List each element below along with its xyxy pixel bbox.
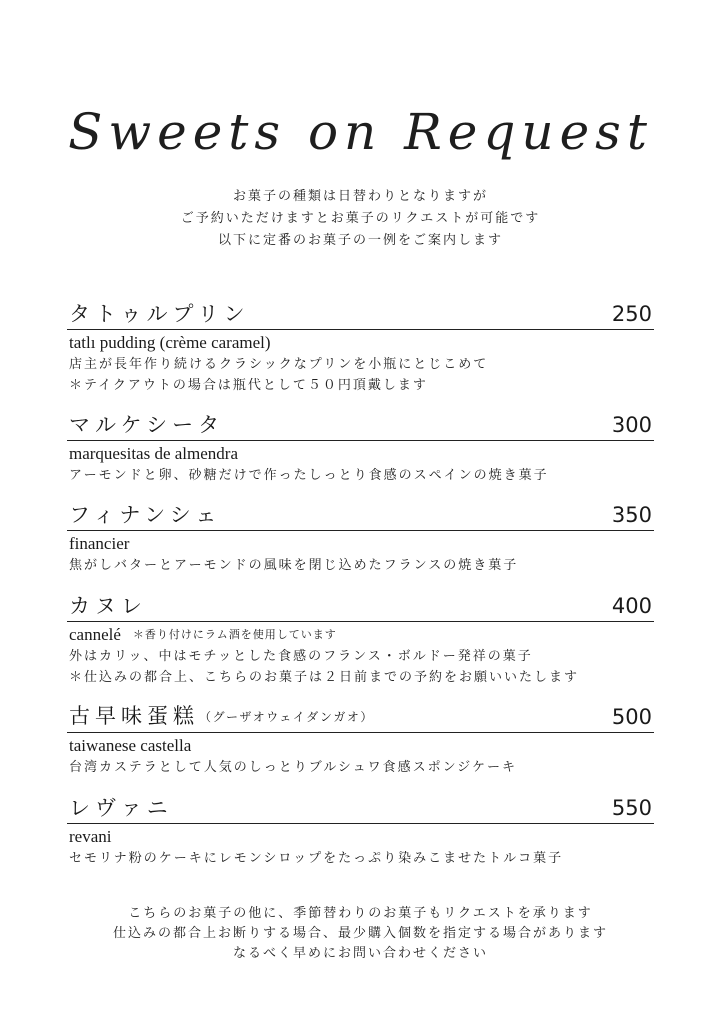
menu-item-note: ＊仕込みの都合上、こちらのお菓子は２日前までの予約をお願いいたします <box>69 670 580 685</box>
menu-item-price: 250 <box>611 302 652 326</box>
menu-item-note: ＊テイクアウトの場合は瓶代として５０円頂戴します <box>69 378 428 393</box>
menu-item-english-name: cannelé <box>69 625 121 644</box>
menu-item-name: フィナンシェ <box>69 503 222 527</box>
menu-item-rum-note: ＊香り付けにラム酒を使用しています <box>132 628 337 641</box>
menu-item-description: 外はカリッ、中はモチッとした食感のフランス・ボルドー発祥の菓子 <box>69 649 533 664</box>
menu-item-price: 500 <box>611 705 652 729</box>
menu-item-marquesitas <box>67 410 654 486</box>
menu-item-description: 焦がしバターとアーモンドの風味を閉じ込めたフランスの焼き菓子 <box>69 558 519 573</box>
menu-item-header <box>67 299 654 330</box>
menu-item-description: アーモンドと卵、砂糖だけで作ったしっとり食感のスペインの焼き菓子 <box>69 468 549 483</box>
menu-item-reading: （グーザオウェイダンガオ） <box>199 710 374 724</box>
menu-item-price: 350 <box>611 503 652 527</box>
footer-line: こちらのお菓子の他に、季節替わりのお菓子もリクエストを承ります <box>128 906 593 921</box>
menu-item-name: カヌレ <box>69 594 147 618</box>
intro-line: 以下に定番のお菓子の一例をご案内します <box>217 233 503 248</box>
menu-item-english-name: taiwanese castella <box>69 736 192 755</box>
menu-item-description: 店主が長年作り続けるクラシックなプリンを小瓶にとじこめて <box>69 357 489 372</box>
intro-text <box>0 186 721 252</box>
menu-item-revani <box>67 793 654 869</box>
menu-item-english-name: marquesitas de almendra <box>69 444 238 463</box>
menu-item-name: 古早味蛋糕 <box>69 704 199 728</box>
menu-item-price: 400 <box>611 594 652 618</box>
menu-item-description: 台湾カステラとして人気のしっとりブルシュワ食感スポンジケーキ <box>69 760 518 775</box>
menu-item-english-name: tatlı pudding (crème caramel) <box>69 333 271 352</box>
footer-line: 仕込みの都合上お断りする場合、最少購入個数を指定する場合があります <box>112 926 608 941</box>
menu-item-price: 300 <box>611 413 652 437</box>
menu-item-header <box>67 793 654 824</box>
menu-item-price: 550 <box>611 796 652 820</box>
intro-line: ご予約いただけますとお菓子のリクエストが可能です <box>180 211 541 226</box>
menu-item-name: レヴァニ <box>69 796 173 820</box>
menu-item-english-name-row <box>69 624 654 646</box>
menu-item-description: セモリナ粉のケーキにレモンシロップをたっぷり染みこませたトルコ菓子 <box>69 851 564 866</box>
menu-item-name: マルケシータ <box>69 413 225 437</box>
menu-item-tatli-pudding <box>67 299 654 396</box>
menu-item-taiwanese-castella <box>67 702 654 778</box>
menu-item-name: タトゥルプリン <box>69 302 250 326</box>
menu-item-english-name: revani <box>69 827 112 846</box>
menu-item-cannele <box>67 591 654 688</box>
menu-item-financier <box>67 500 654 576</box>
menu-item-header <box>67 500 654 531</box>
menu-item-name-row <box>69 702 374 731</box>
footer-line: なるべく早めにお問い合わせください <box>232 946 488 961</box>
page-title: Sweets on Request <box>68 103 653 161</box>
menu-item-header <box>67 702 654 733</box>
menu-item-english-name: financier <box>69 534 130 553</box>
menu-item-header <box>67 410 654 441</box>
menu-item-header <box>67 591 654 622</box>
intro-line: お菓子の種類は日替わりとなりますが <box>232 189 488 204</box>
footer-text <box>0 904 721 964</box>
